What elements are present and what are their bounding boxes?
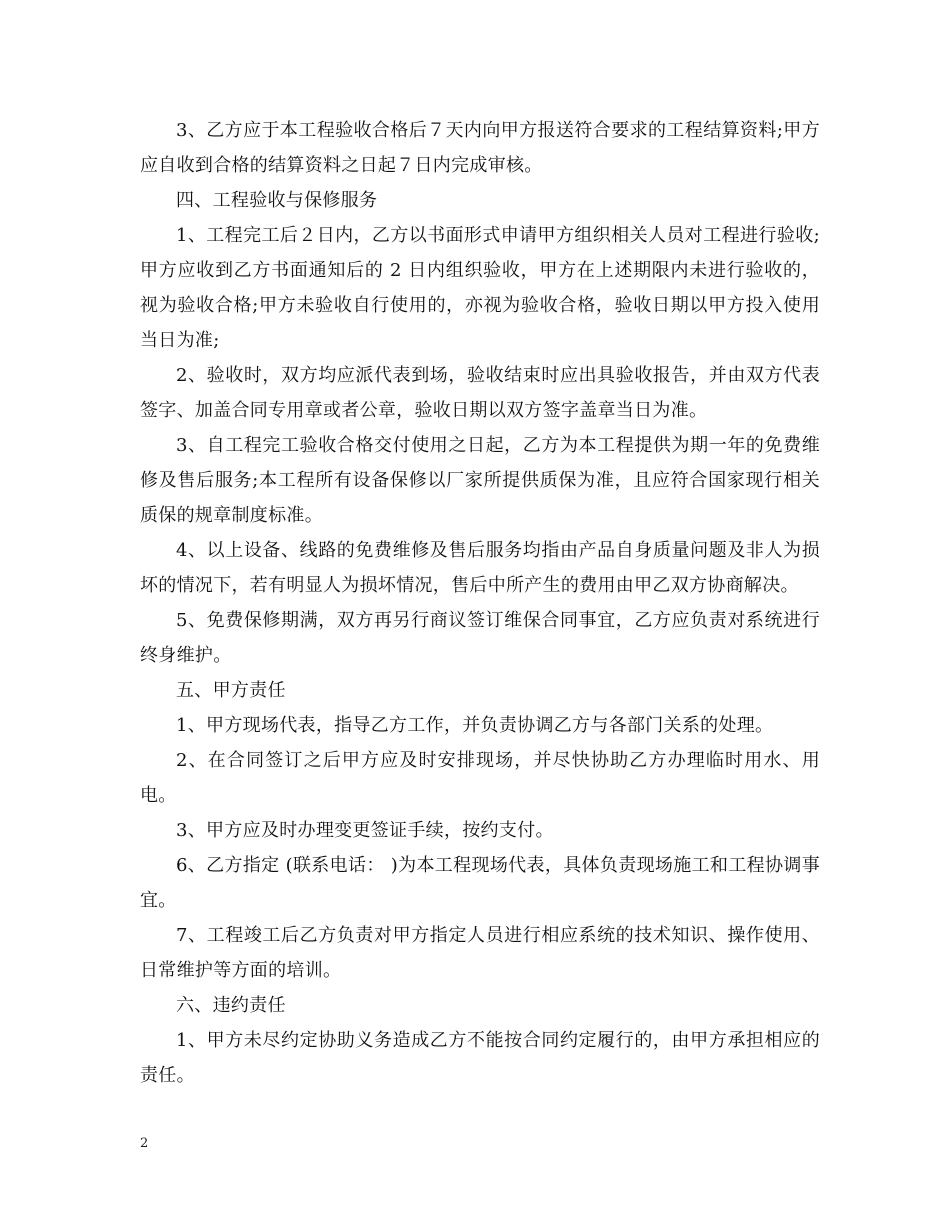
- section-4-heading: 四、工程验收与保修服务: [176, 190, 378, 211]
- clause-4-4: 4、以上设备、线路的免费维修及售后服务均指由产品自身质量问题及非人为损坏的情况下，若有明显人为损坏情况，售后中所产生的费用由甲乙双方协商解决。: [140, 540, 820, 596]
- clause-4-5: 5、免费保修期满，双方再另行商议签订维保合同事宜，乙方应负责对系统进行终身维护。: [140, 610, 820, 666]
- clause-5-6: 6、乙方指定 (联系电话： )为本工程现场代表，具体负责现场施工和工程协调事宜。: [140, 855, 820, 911]
- clause-4-1: 1、工程完工后２日内，乙方以书面形式申请甲方组织相关人员对工程进行验收;甲方应收到乙方书面通知后的 2 日内组织验收，甲方在上述期限内未进行验收的，视为验收合格;甲方未验收自行使用的，亦视为验收合格，验收日期以甲方投入使用当日为准;: [140, 225, 820, 351]
- clause-3-settlement: 3、乙方应于本工程验收合格后７天内向甲方报送符合要求的工程结算资料;甲方应自收到合格的结算资料之日起７日内完成审核。: [140, 120, 820, 176]
- section-5-heading: 五、甲方责任: [176, 680, 286, 701]
- clause-6-1: 1、甲方未尽约定协助义务造成乙方不能按合同约定履行的，由甲方承担相应的责任。: [140, 1030, 820, 1086]
- document-body: [140, 113, 820, 1093]
- clause-5-2: 2、在合同签订之后甲方应及时安排现场，并尽快协助乙方办理临时用水、用电。: [140, 750, 820, 806]
- page-number: 2: [140, 1136, 149, 1151]
- clause-4-2: 2、验收时，双方均应派代表到场，验收结束时应出具验收报告，并由双方代表签字、加盖合同专用章或者公章，验收日期以双方签字盖章当日为准。: [140, 365, 820, 421]
- clause-4-3: 3、自工程完工验收合格交付使用之日起，乙方为本工程提供为期一年的免费维修及售后服务;本工程所有设备保修以厂家所提供质保为准，且应符合国家现行相关质保的规章制度标准。: [140, 435, 820, 526]
- section-6-heading: 六、违约责任: [176, 995, 286, 1016]
- clause-5-7: 7、工程竣工后乙方负责对甲方指定人员进行相应系统的技术知识、操作使用、日常维护等方面的培训。: [140, 925, 820, 981]
- clause-5-3: 3、甲方应及时办理变更签证手续，按约支付。: [176, 820, 554, 841]
- clause-5-1: 1、甲方现场代表，指导乙方工作，并负责协调乙方与各部门关系的处理。: [176, 715, 774, 736]
